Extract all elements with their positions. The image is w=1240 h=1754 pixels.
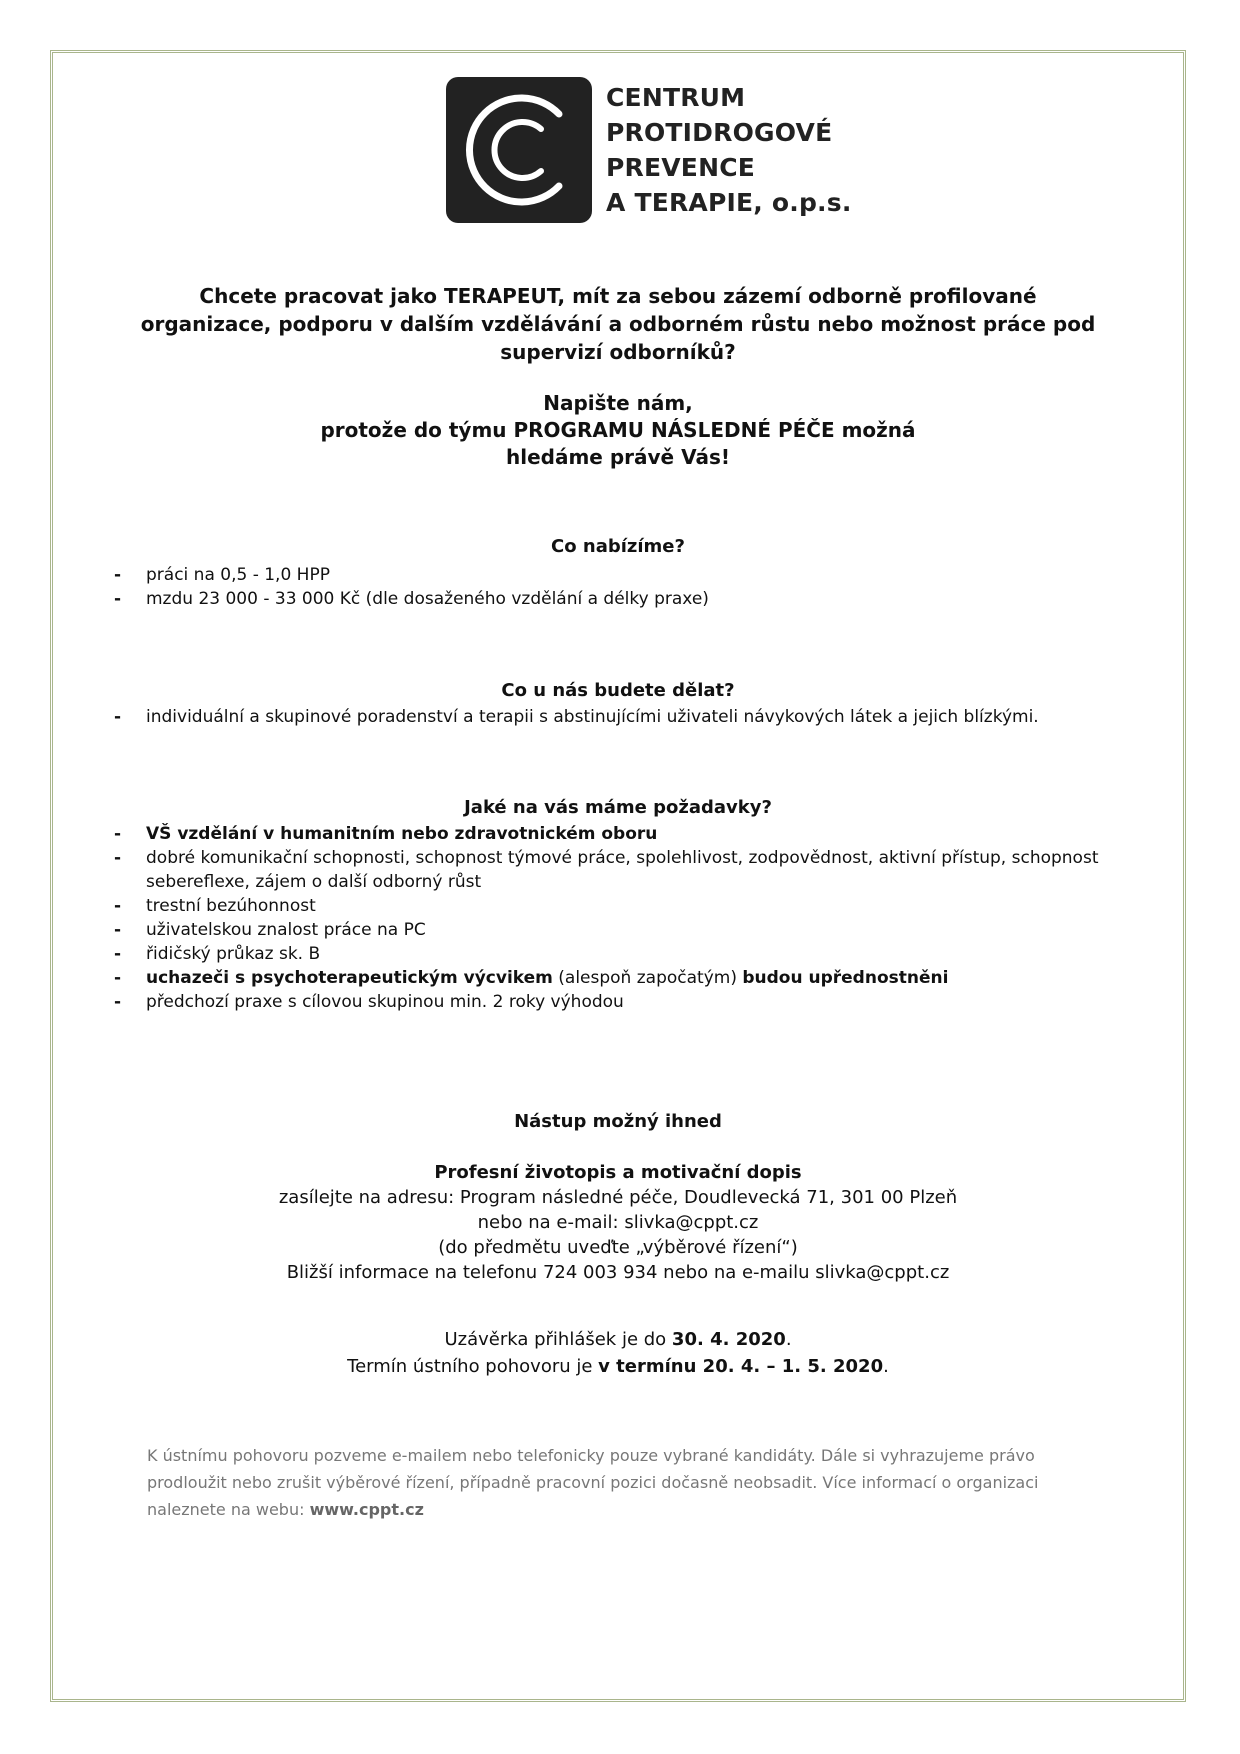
duties-heading: Co u nás budete dělat?	[501, 680, 735, 701]
list-item: - práci na 0,5 - 1,0 HPP	[110, 563, 1126, 587]
offer-heading: Co nabízíme?	[551, 536, 685, 557]
list-item: - předchozí praxe s cílovou skupinou min. 2 roky výhodou	[110, 990, 1126, 1014]
application-line: zasílejte na adresu: Program následné péče, Doudlevecká 71, 301 00 Plzeň	[278, 1187, 958, 1208]
deadline-info	[110, 1326, 1126, 1380]
requirements-list	[110, 822, 1126, 1014]
call-line: protože do týmu PROGRAMU NÁSLEDNÉ PÉČE možná	[320, 418, 916, 442]
list-item: - trestní bezúhonnost	[110, 894, 1126, 918]
deadline-text: .	[785, 1329, 792, 1350]
list-item: - uživatelskou znalost práce na PC	[110, 918, 1126, 942]
logo-line: A TERAPIE, o.p.s.	[606, 188, 852, 217]
call-line: hledáme právě Vás!	[506, 445, 730, 469]
logo-line: PROTIDROGOVÉ	[606, 118, 833, 147]
duties-list	[110, 705, 1126, 729]
application-info	[110, 1160, 1126, 1285]
call-to-action	[110, 390, 1126, 471]
list-item: - mzdu 23 000 - 33 000 Kč (dle dosaženého vzdělání a délky praxe)	[110, 587, 1126, 611]
intro-line: supervizí odborníků?	[500, 340, 736, 364]
offer-list	[110, 563, 1126, 611]
deadline-line	[110, 1326, 1126, 1353]
interview-text: Termín ústního pohovoru je	[347, 1356, 599, 1377]
list-item: - dobré komunikační schopnosti, schopnost týmové práce, spolehlivost, zodpovědnost, aktivní přístup, schopnost sebereflexe, zájem o další odborný růst	[110, 846, 1126, 894]
interview-line	[110, 1353, 1126, 1380]
application-line: nebo na e-mail: slivka@cppt.cz	[477, 1212, 759, 1233]
list-item	[110, 966, 1126, 990]
logo-line: PREVENCE	[606, 153, 756, 182]
application-title: Profesní životopis a motivační dopis	[434, 1162, 802, 1183]
call-line: Napište nám,	[543, 391, 693, 415]
intro-line: organizace, podporu v dalším vzdělávání a odborném růstu nebo možnost práce pod	[140, 312, 1096, 336]
requirement-bold-part: uchazeči s psychoterapeutickým výcvikem	[146, 968, 553, 988]
organization-logo	[446, 76, 852, 224]
requirement-bold-part: budou upřednostněni	[742, 968, 949, 988]
deadline-date: 30. 4. 2020	[671, 1329, 786, 1350]
logo-c-mark	[446, 77, 592, 223]
intro-paragraph	[110, 282, 1126, 366]
list-item: - individuální a skupinové poradenství a terapii s abstinujícími uživateli návykových látek a jejich blízkými.	[110, 705, 1126, 729]
interview-dates: v termínu 20. 4. – 1. 5. 2020	[598, 1356, 884, 1377]
deadline-text: Uzávěrka přihlášek je do	[444, 1329, 672, 1350]
website-link[interactable]: www.cppt.cz	[309, 1500, 424, 1519]
requirements-heading: Jaké na vás máme požadavky?	[464, 797, 772, 818]
footer-note-text: K ústnímu pohovoru pozveme e-mailem nebo telefonicky pouze vybrané kandidáty. Dále si vyhrazujeme právo prodloužit nebo zrušit výběrové řízení, případně pracovní pozici dočasně neobsadit. Více informací o organizaci naleznete na webu:	[147, 1446, 1039, 1519]
intro-line: Chcete pracovat jako TERAPEUT, mít za sebou zázemí odborně profilované	[199, 284, 1037, 308]
application-line: Bližší informace na telefonu 724 003 934 nebo na e-mailu slivka@cppt.cz	[286, 1262, 950, 1283]
logo-text	[606, 80, 852, 220]
list-item: - řidičský průkaz sk. B	[110, 942, 1126, 966]
application-line: (do předmětu uveďte „výběrové řízení“)	[438, 1237, 798, 1258]
interview-text: .	[883, 1356, 889, 1377]
requirement-normal-part: (alespoň započatým)	[552, 968, 743, 988]
list-item: - VŠ vzdělání v humanitním nebo zdravotnickém oboru	[110, 822, 1126, 846]
logo-line: CENTRUM	[606, 83, 746, 112]
footer-note	[147, 1442, 1077, 1523]
start-notice: Nástup možný ihned	[514, 1111, 722, 1132]
